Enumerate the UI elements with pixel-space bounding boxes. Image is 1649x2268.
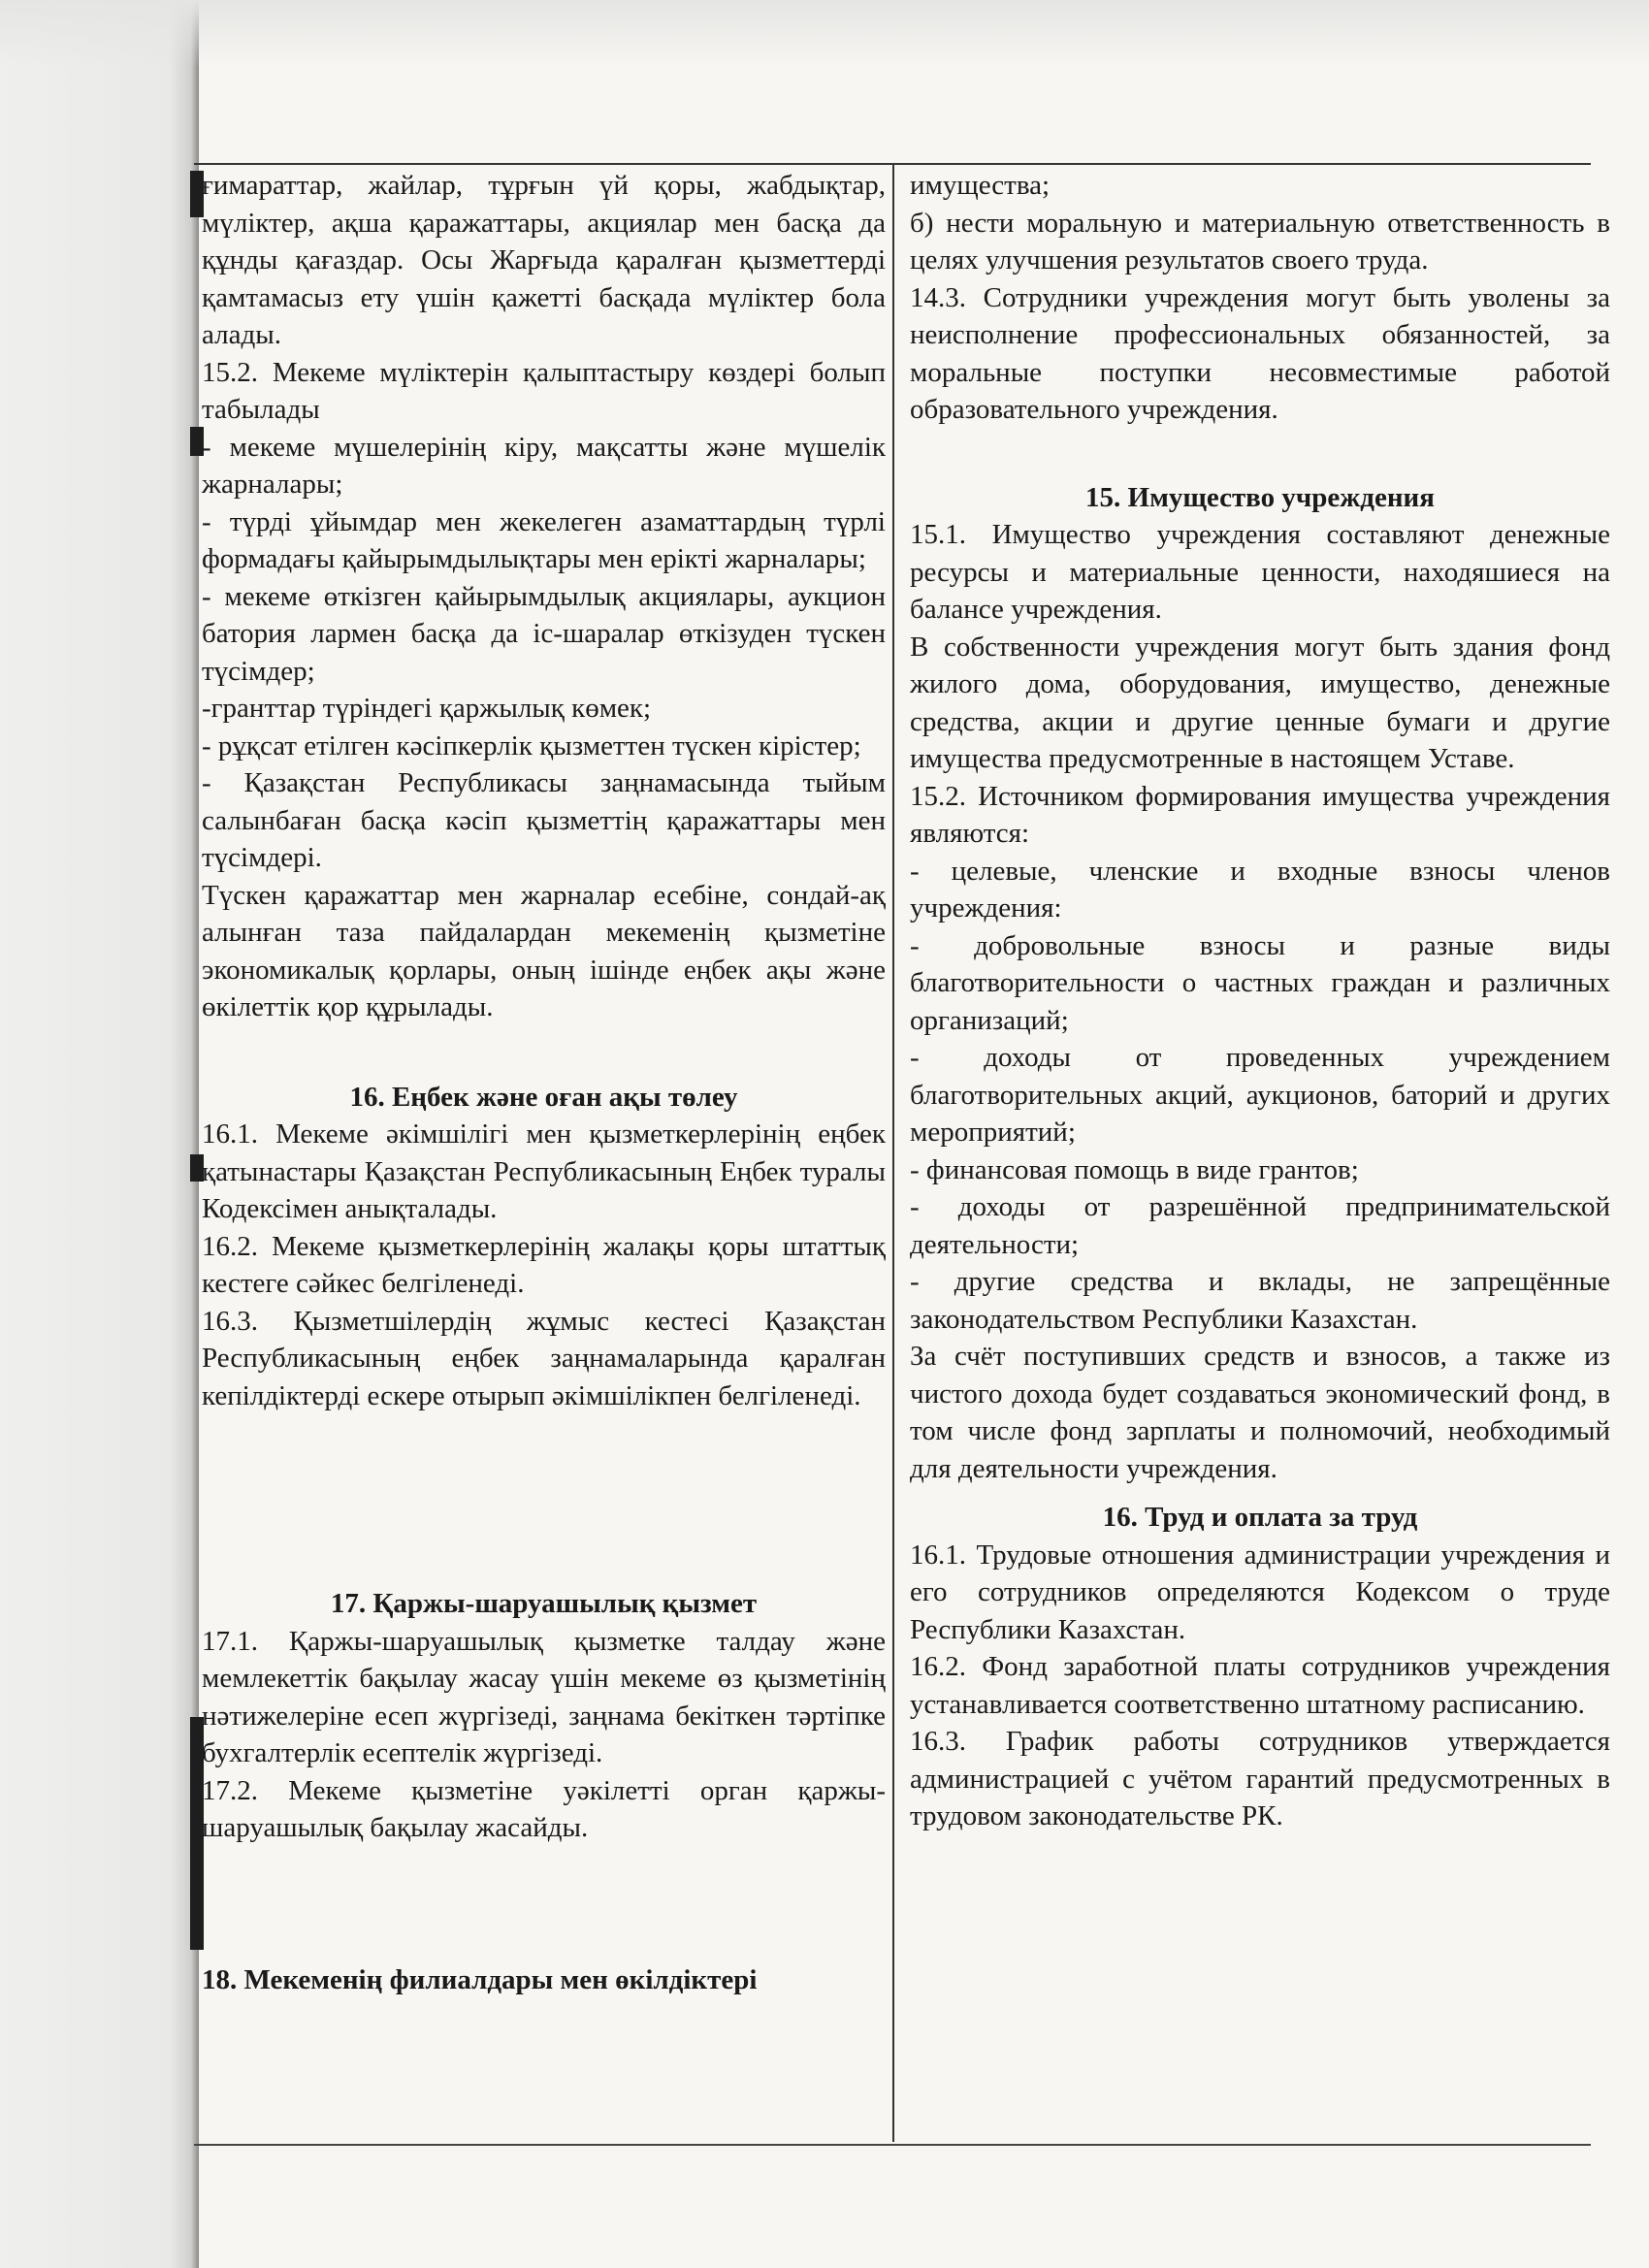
ru-paragraph: В собственности учреждения могут быть здания фонд жилого дома, оборудования, имущество, денежные средства, акции и другие ценные бумаги и другие имущества предусмотренные в настоящем Уставе. xyxy=(910,631,1610,774)
kk-paragraph: ғимараттар, жайлар, тұрғын үй қоры, жабдықтар, мүліктер, ақша қаражаттары, акциялар мен басқа да құнды қағаздар. Осы Жарғыда қаралған қызметтерді қамтамасыз ету үшін қажетті басқада мүліктер бола алады. xyxy=(202,170,886,350)
kk-list-item: - түрді ұйымдар мен жекелеген азаматтардың түрлі формадағы қайырымдылықтары мен ерікті жарналары; xyxy=(202,505,886,574)
kk-paragraph: Түскен қаражаттар мен жарналар есебіне, сондай-ақ алынған таза пайдалардан мекеменің қызметіне экономикалық қорлары, оның ішінде еңбек ақы және өкілеттік қор құрылады. xyxy=(202,879,886,1022)
kk-section-heading-17: 17. Қаржы-шаруашылық қызмет xyxy=(330,1588,758,1619)
kk-list-item: - мекеме мүшелерінің кіру, мақсатты және мүшелік жарналары; xyxy=(202,431,886,500)
ru-section-heading-15: 15. Имущество учреждения xyxy=(1085,481,1435,513)
ru-list-item: - финансовая помощь в виде грантов; xyxy=(910,1153,1359,1185)
kk-list-item: - Қазақстан Республикасы заңнамасында тыйым салынбаған басқа кәсіп қызметтің қаражаттары мен түсімдері. xyxy=(202,767,886,873)
kk-paragraph: 15.2. Мекеме мүліктерін қалыптастыру көздері болып табылады xyxy=(202,356,886,425)
kk-section-heading-16: 16. Еңбек және оған ақы төлеу xyxy=(349,1081,738,1113)
ru-list-item: - доходы от проведенных учреждением благотворительных акций, аукционов, баторий и других мероприятий; xyxy=(910,1042,1610,1148)
right-column-russian xyxy=(910,167,1610,2126)
kk-paragraph: 17.2. Мекеме қызметіне уәкілетті орган қаржы-шаруашылық бақылау жасайды. xyxy=(202,1774,886,1843)
ru-paragraph: 15.1. Имущество учреждения составляют денежные ресурсы и материальные ценности, находяшиеся на балансе учреждения. xyxy=(910,519,1610,625)
ru-paragraph: б) нести моральную и материальную ответственность в целях улучшения результатов своего труда. xyxy=(910,207,1610,275)
ru-paragraph: 16.2. Фонд заработной платы сотрудников учреждения устанавливается соответственно штатному расписанию. xyxy=(910,1651,1610,1720)
kk-list-item: - мекеме өткізген қайырымдылық акциялары, аукцион батория лармен басқа да іс-шаралар өткізуден түскен түсімдер; xyxy=(202,580,886,687)
ru-paragraph: За счёт поступивших средств и взносов, а также из чистого дохода будет создаваться экономический фонд, в том числе фонд зарплаты и полномочий, необходимый для деятельности учреждения. xyxy=(910,1341,1610,1484)
kk-section-heading-18: 18. Мекеменің филиалдары мен өкілдіктері xyxy=(202,1963,758,1995)
ru-paragraph: 15.2. Источником формирования имущества учреждения являются: xyxy=(910,780,1610,849)
column-divider xyxy=(892,163,894,2142)
left-column-kazakh xyxy=(202,167,886,1998)
ru-list-item: - целевые, членские и входные взносы членов учреждения: xyxy=(910,855,1610,923)
kk-list-item: - рұқсат етілген кәсіпкерлік қызметтен түскен кірістер; xyxy=(202,729,861,761)
ru-list-item: - доходы от разрешённой предпринимательской деятельности; xyxy=(910,1191,1610,1260)
ru-section-heading-16: 16. Труд и оплата за труд xyxy=(1102,1502,1418,1533)
scan-shadow-top xyxy=(0,0,1649,68)
kk-paragraph: 17.1. Қаржы-шаруашылық қызметке талдау және мемлекеттік бақылау жасау үшін мекеме өз қызметінің нәтижелеріне есеп жүргізеді, заңнама бекіткен тәртіпке бухгалтерлік есептелік жүргізеді. xyxy=(202,1625,886,1768)
kk-paragraph: 16.3. Қызметшілердің жұмыс кестесі Қазақстан Республикасының еңбек заңнамаларында қаралған кепілдіктерді ескере отырып әкімшілікпен белгіленеді. xyxy=(202,1305,886,1411)
kk-list-item: -гранттар түріндегі қаржылық көмек; xyxy=(202,693,652,724)
ru-list-item: - другие средства и вклады, не запрещённые законодательством Республики Казахстан. xyxy=(910,1266,1610,1335)
ru-paragraph: имущества; xyxy=(910,170,1051,201)
ru-paragraph: 16.1. Трудовые отношения администрации учреждения и его сотрудников определяются Кодексом о труде Республики Казахстан. xyxy=(910,1539,1610,1645)
ru-list-item: - добровольные взносы и разные виды благотворительности о частных граждан и различных организаций; xyxy=(910,929,1610,1036)
ru-paragraph: 14.3. Сотрудники учреждения могут быть уволены за неисполнение профессиональных обязанностей, за моральные поступки несовместимые работой образовательного учреждения. xyxy=(910,281,1610,425)
kk-paragraph: 16.1. Мекеме әкімшілігі мен қызметкерлерінің еңбек қатынастары Қазақстан Республикасының Еңбек туралы Кодексімен анықталады. xyxy=(202,1118,886,1224)
ru-paragraph: 16.3. График работы сотрудников утверждается администрацией с учётом гарантий предусмотренных в трудовом законодательстве РК. xyxy=(910,1726,1610,1831)
scan-shadow-left xyxy=(0,0,199,2268)
kk-paragraph: 16.2. Мекеме қызметкерлерінің жалақы қоры штаттық кестеге сәйкес белгіленеді. xyxy=(202,1230,886,1299)
